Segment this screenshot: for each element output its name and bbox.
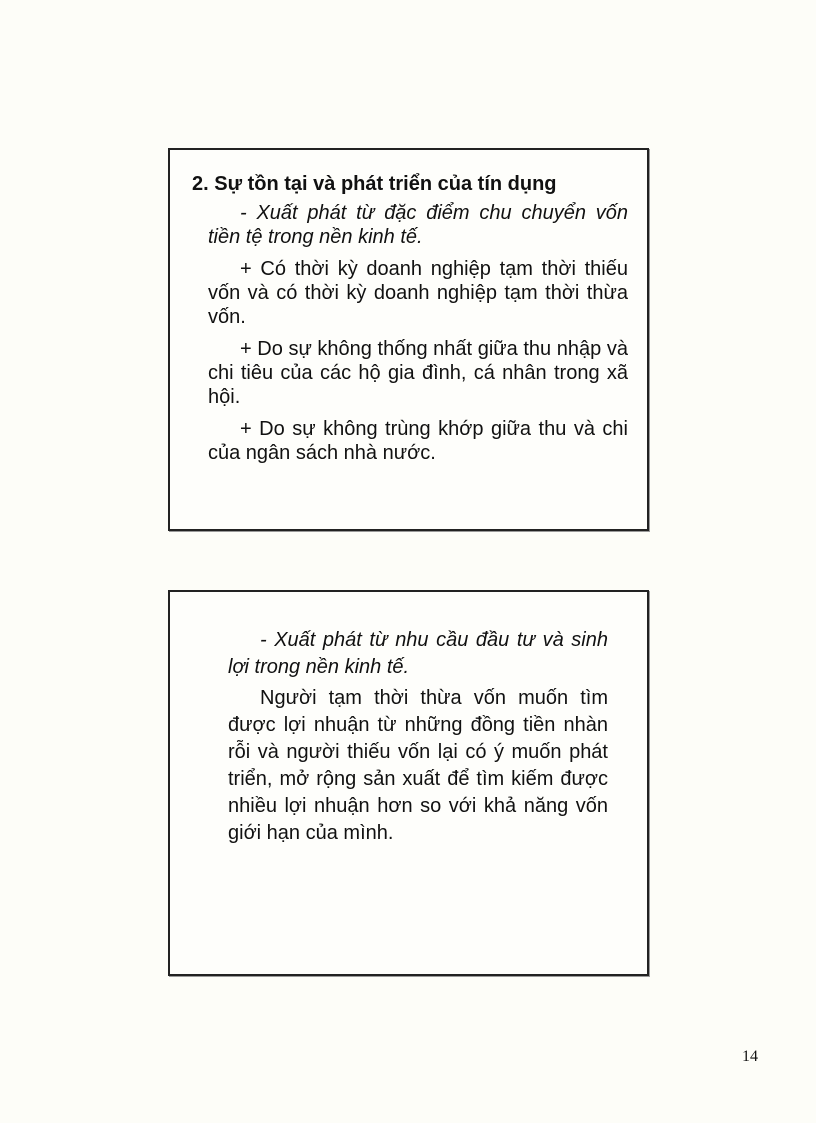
page-number: 14 bbox=[742, 1048, 758, 1065]
slide-1-body bbox=[208, 201, 628, 465]
paragraph-investment-need: - Xuất phát từ nhu cầu đầu tư và sinh lợi trong nền kinh tế. bbox=[228, 629, 608, 678]
paragraph-household-income: + Do sự không thống nhất giữa thu nhập và chi tiêu của các hộ gia đình, cá nhân trong xã hội. bbox=[208, 338, 628, 408]
slide-2 bbox=[168, 590, 649, 976]
slide-title: 2. Sự tồn tại và phát triển của tín dụng bbox=[192, 173, 557, 195]
slide-1 bbox=[168, 148, 649, 531]
paragraph-cash-flow-origin: - Xuất phát từ đặc điểm chu chuyển vốn tiền tệ trong nền kinh tế. bbox=[208, 202, 628, 248]
paragraph-state-budget: + Do sự không trùng khớp giữa thu và chi của ngân sách nhà nước. bbox=[208, 418, 628, 464]
slide-2-body bbox=[228, 627, 608, 847]
paragraph-enterprise-capital: + Có thời kỳ doanh nghiệp tạm thời thiếu vốn và có thời kỳ doanh nghiệp tạm thời thừa vốn. bbox=[208, 258, 628, 328]
paragraph-profit-seeking: Người tạm thời thừa vốn muốn tìm được lợi nhuận từ những đồng tiền nhàn rỗi và người thiếu vốn lại có ý muốn phát triển, mở rộng sản xuất để tìm kiếm được nhiều lợi nhuận hơn so với khả năng vốn giới hạn của mình. bbox=[228, 687, 608, 844]
